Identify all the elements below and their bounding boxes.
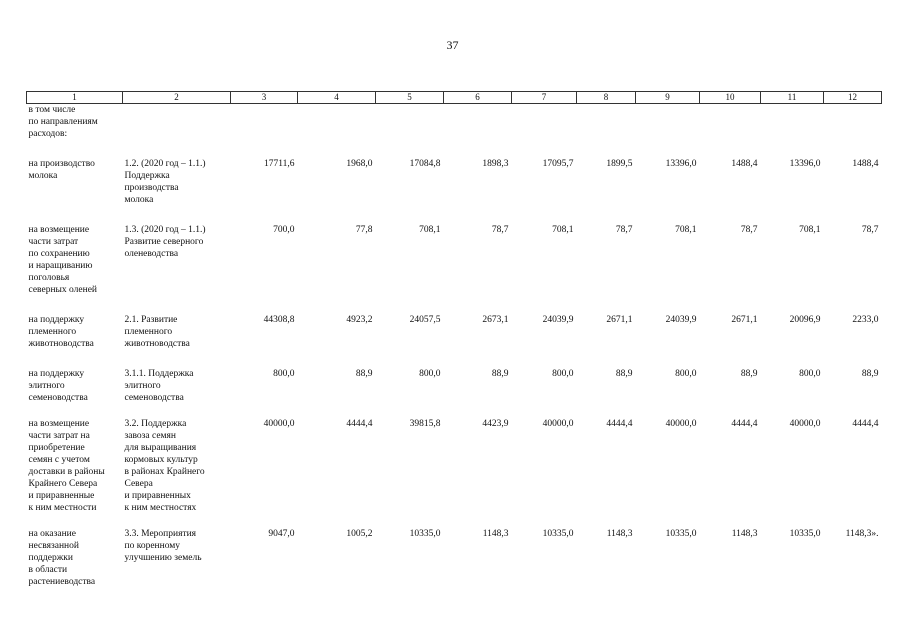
- value-cell: 78,7: [740, 225, 758, 235]
- row-spacer: [27, 404, 882, 418]
- value-cell: 800,0: [552, 369, 574, 379]
- intro-line: расходов:: [28, 129, 68, 139]
- value-cell: 17095,7: [542, 159, 574, 169]
- header-cell: 1: [27, 92, 123, 104]
- table-row: [27, 528, 882, 588]
- value-cell: 77,8: [355, 225, 373, 235]
- value-cell: 88,9: [355, 369, 373, 379]
- row-measure-line: животноводства: [124, 339, 190, 349]
- row-measure: [123, 158, 231, 206]
- value-cell: 39815,8: [409, 419, 441, 429]
- row-measure-line: 3.3. Мероприятия: [124, 529, 197, 539]
- intro-line: в том числе: [28, 105, 76, 115]
- value-cell: 2671,1: [606, 315, 633, 325]
- row-label-line: и приравненные: [28, 491, 95, 501]
- row-measure-line: 3.1.1. Поддержка: [124, 369, 194, 379]
- value-cell: 800,0: [799, 369, 821, 379]
- value-cell: 78,7: [861, 225, 879, 235]
- budget-table: [26, 91, 882, 588]
- row-label: [27, 158, 123, 206]
- row-label-line: элитного: [28, 381, 65, 391]
- table-row: [27, 368, 882, 404]
- value-cell: 17711,6: [263, 159, 295, 169]
- value-cell: 10335,0: [789, 529, 821, 539]
- row-label-line: в области: [28, 565, 68, 575]
- value-cell: 24039,9: [542, 315, 574, 325]
- row-label: [27, 418, 123, 514]
- row-label-line: молока: [28, 171, 58, 181]
- row-label-line: семян с учетом: [28, 455, 90, 465]
- value-cell: 10335,0: [542, 529, 574, 539]
- intro-line: по направлениям: [28, 117, 98, 127]
- value-cell: 4444,4: [852, 419, 879, 429]
- row-label-line: племенного: [28, 327, 77, 337]
- value-cell: 1488,4: [731, 159, 758, 169]
- value-cell: 1148,3: [606, 529, 633, 539]
- value-cell: 708,1: [799, 225, 821, 235]
- value-cell: 4423,9: [482, 419, 509, 429]
- row-label: [27, 224, 123, 296]
- value-cell: 1148,3: [731, 529, 758, 539]
- row-measure: [123, 528, 231, 588]
- row-label-line: поголовья: [28, 273, 70, 283]
- value-cell: 40000,0: [665, 419, 697, 429]
- row-label-line: доставки в районы: [28, 467, 105, 477]
- value-cell: 4444,4: [346, 419, 373, 429]
- value-cell: 2233,0: [852, 315, 879, 325]
- row-spacer: [27, 140, 882, 158]
- row-measure-line: и приравненных: [124, 491, 191, 501]
- row-measure-line: Поддержка: [124, 171, 170, 181]
- row-label-line: на производство: [28, 159, 95, 169]
- row-measure-line: элитного: [124, 381, 161, 391]
- row-label-line: на поддержку: [28, 369, 85, 379]
- value-cell: 78,7: [491, 225, 509, 235]
- row-spacer: [27, 206, 882, 224]
- value-cell: 4923,2: [346, 315, 373, 325]
- value-cell: 1488,4: [852, 159, 879, 169]
- row-label-line: части затрат: [28, 237, 79, 247]
- value-cell: 40000,0: [263, 419, 295, 429]
- row-label-line: семеноводства: [28, 393, 88, 403]
- value-cell: 17084,8: [409, 159, 441, 169]
- value-cell: 1898,3: [482, 159, 509, 169]
- header-cell: 3: [231, 92, 298, 104]
- value-cell: 4444,4: [731, 419, 758, 429]
- row-label-line: приобретение: [28, 443, 85, 453]
- row-measure-line: производства: [124, 183, 179, 193]
- row-label-line: по сохранению: [28, 249, 90, 259]
- row-label-line: на возмещение: [28, 419, 90, 429]
- header-cell: 6: [444, 92, 512, 104]
- value-cell: 24057,5: [409, 315, 441, 325]
- header-row: [27, 92, 882, 104]
- table-body: [27, 104, 882, 589]
- value-cell: 10335,0: [409, 529, 441, 539]
- row-label-line: и наращиванию: [28, 261, 93, 271]
- row-measure-line: племенного: [124, 327, 173, 337]
- intro-label: [27, 104, 123, 141]
- row-label-line: на возмещение: [28, 225, 90, 235]
- header-cell: 7: [512, 92, 577, 104]
- value-cell: 9047,0: [268, 529, 295, 539]
- row-spacer: [27, 350, 882, 368]
- value-cell: 44308,8: [263, 315, 295, 325]
- row-label-line: части затрат на: [28, 431, 90, 441]
- value-cell: 708,1: [675, 225, 697, 235]
- intro-row: [27, 104, 882, 141]
- value-cell: 800,0: [675, 369, 697, 379]
- row-measure: [123, 314, 231, 350]
- value-cell: 4444,4: [606, 419, 633, 429]
- row-measure-line: 3.2. Поддержка: [124, 419, 187, 429]
- row-measure-line: в районах Крайнего: [124, 467, 205, 477]
- row-label-line: северных оленей: [28, 285, 98, 295]
- row-spacer: [27, 296, 882, 314]
- value-cell: 1968,0: [346, 159, 373, 169]
- header-cell: 2: [123, 92, 231, 104]
- row-measure: [123, 224, 231, 296]
- value-cell: 88,9: [615, 369, 633, 379]
- row-measure-line: по коренному: [124, 541, 181, 551]
- header-cell: 9: [636, 92, 700, 104]
- value-cell: 800,0: [419, 369, 441, 379]
- row-measure-line: завоза семян: [124, 431, 176, 441]
- row-measure-line: Развитие северного: [124, 237, 204, 247]
- value-cell: 24039,9: [665, 315, 697, 325]
- row-label: [27, 528, 123, 588]
- row-label-line: на оказание: [28, 529, 76, 539]
- page-number: 37: [446, 38, 459, 52]
- value-cell: 2671,1: [731, 315, 758, 325]
- value-cell: 700,0: [273, 225, 295, 235]
- value-cell: 2673,1: [482, 315, 509, 325]
- row-measure: [123, 368, 231, 404]
- row-measure-line: семеноводства: [124, 393, 184, 403]
- row-label-line: поддержки: [28, 553, 73, 563]
- row-measure-line: оленеводства: [124, 249, 179, 259]
- row-measure-line: кормовых культур: [124, 455, 198, 465]
- row-label-line: животноводства: [28, 339, 94, 349]
- row-measure: [123, 418, 231, 514]
- table-row: [27, 158, 882, 206]
- table-row: [27, 224, 882, 296]
- value-cell: 1899,5: [606, 159, 633, 169]
- header-cell: 8: [577, 92, 636, 104]
- value-cell: 20096,9: [789, 315, 821, 325]
- row-measure-line: улучшению земель: [124, 553, 202, 563]
- table-row: [27, 418, 882, 514]
- row-measure-line: 2.1. Развитие: [124, 315, 178, 325]
- value-cell: 1148,3: [482, 529, 509, 539]
- table-row: [27, 314, 882, 350]
- value-cell: 708,1: [552, 225, 574, 235]
- row-measure-line: 1.2. (2020 год – 1.1.): [124, 159, 206, 169]
- header-cell: 5: [376, 92, 444, 104]
- row-label-line: к ним местности: [28, 503, 97, 513]
- value-cell: 800,0: [273, 369, 295, 379]
- value-cell: 40000,0: [789, 419, 821, 429]
- row-measure-line: к ним местностях: [124, 503, 197, 513]
- value-cell: 88,9: [491, 369, 509, 379]
- value-cell: 13396,0: [665, 159, 697, 169]
- header-cell: 4: [298, 92, 376, 104]
- row-measure-line: 1.3. (2020 год – 1.1.): [124, 225, 206, 235]
- row-label-line: на поддержку: [28, 315, 85, 325]
- value-cell: 78,7: [615, 225, 633, 235]
- header-cell: 10: [700, 92, 761, 104]
- value-cell: 10335,0: [665, 529, 697, 539]
- value-cell: 13396,0: [789, 159, 821, 169]
- header-cell: 11: [761, 92, 824, 104]
- value-cell: 40000,0: [542, 419, 574, 429]
- row-label-line: несвязанной: [28, 541, 79, 551]
- row-measure-line: молока: [124, 195, 154, 205]
- header-cell: 12: [824, 92, 882, 104]
- value-cell: 1148,3».: [845, 529, 879, 539]
- row-measure-line: для выращивания: [124, 443, 197, 453]
- value-cell: 88,9: [861, 369, 879, 379]
- value-cell: 88,9: [740, 369, 758, 379]
- row-label: [27, 368, 123, 404]
- row-label: [27, 314, 123, 350]
- row-label-line: Крайнего Севера: [28, 479, 98, 489]
- value-cell: 708,1: [419, 225, 441, 235]
- row-measure-line: Севера: [124, 479, 153, 489]
- row-label-line: растениеводства: [28, 577, 96, 587]
- row-spacer: [27, 514, 882, 528]
- value-cell: 1005,2: [346, 529, 373, 539]
